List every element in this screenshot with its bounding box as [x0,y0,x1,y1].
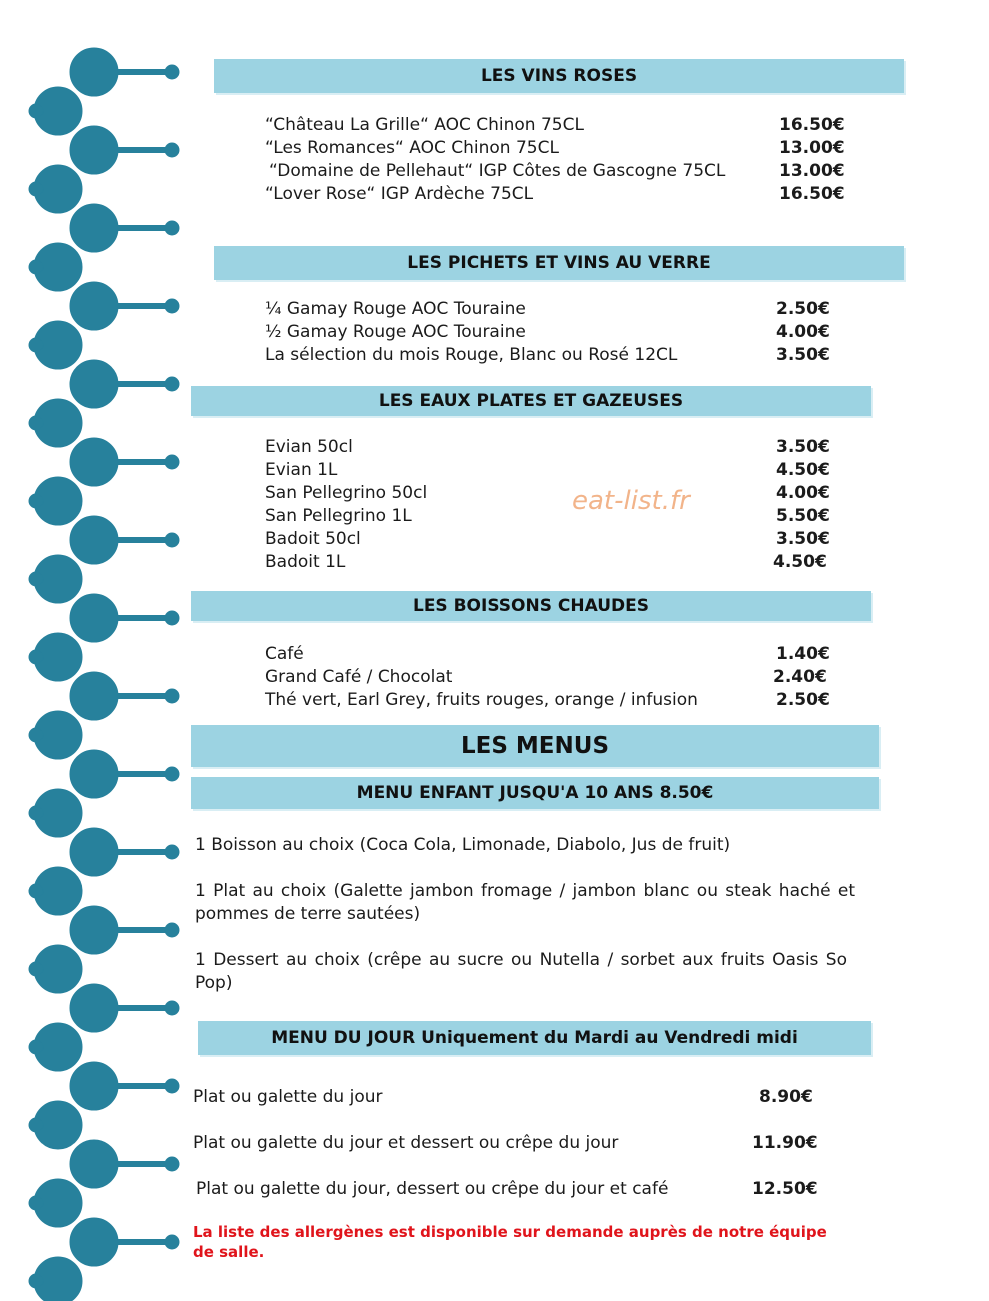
menu-item: “Lover Rose“ IGP Ardèche 75CL [265,184,534,204]
menu-price: 4.00€ [776,483,830,503]
menu-item: Plat ou galette du jour, dessert ou crêpe du jour et café [196,1179,669,1199]
menu-du-jour-header: MENU DU JOUR Uniquement du Mardi au Vendredi midi [198,1021,871,1055]
menu-price: 2.40€ [773,667,827,687]
menu-price: 5.50€ [776,506,830,526]
section-header-menus: LES MENUS [191,725,879,767]
menu-price: 3.50€ [776,345,830,365]
decor-shape [165,455,179,469]
decor-shape [165,1001,179,1015]
menu-price: 12.50€ [752,1179,818,1199]
decor-shape [165,923,179,937]
decor-shape [70,438,118,486]
decor-shape [29,182,43,196]
decor-shape [165,767,179,781]
decor-shape [29,1118,43,1132]
decor-shape [165,1157,179,1171]
menu-price: 3.50€ [776,437,830,457]
menu-item: San Pellegrino 50cl [265,483,428,503]
decor-shape [165,1079,179,1093]
menu-enfant-line: 1 Dessert au choix (crêpe au sucre ou Nutella / sorbet aux fruits Oasis So Pop) [195,950,847,993]
decor-shape [29,494,43,508]
menu-item: Plat ou galette du jour [193,1087,383,1107]
decor-shape [70,48,118,96]
decor-shape [29,884,43,898]
menu-price: 16.50€ [779,184,845,204]
menu-enfant-line: 1 Plat au choix (Galette jambon fromage / jambon blanc ou steak haché et pommes de terre sautées) [195,881,855,924]
decor-shape [165,221,179,235]
decor-shape [70,594,118,642]
decor-shape [165,1235,179,1249]
section-header-eaux: LES EAUX PLATES ET GAZEUSES [191,386,871,416]
menu-price: 2.50€ [776,299,830,319]
watermark: eat-list.fr [572,486,690,516]
menu-item: Café [265,644,304,664]
decor-shape [70,984,118,1032]
menu-item: Grand Café / Chocolat [265,667,453,687]
decor-shape [70,750,118,798]
menu-item: Badoit 1L [265,552,346,572]
decor-shape [29,1196,43,1210]
menu-item: Badoit 50cl [265,529,361,549]
menu-item: “Les Romances“ AOC Chinon 75CL [265,138,559,158]
decor-shape [165,611,179,625]
decor-shape [70,360,118,408]
menu-item: ½ Gamay Rouge AOC Touraine [265,322,526,342]
menu-item: ¼ Gamay Rouge AOC Touraine [265,299,526,319]
decor-shape [70,906,118,954]
decor-shape [29,962,43,976]
decor-shape [70,1062,118,1110]
menu-item: Plat ou galette du jour et dessert ou crêpe du jour [193,1133,619,1153]
decor-shape [165,377,179,391]
decor-shape [29,572,43,586]
decor-shape [165,299,179,313]
decor-shape [165,845,179,859]
decor-shape [29,806,43,820]
menu-item: La sélection du mois Rouge, Blanc ou Rosé 12CL [265,345,678,365]
decor-shape [70,1140,118,1188]
decor-shape [29,338,43,352]
menu-price: 3.50€ [776,529,830,549]
decor-shape [29,728,43,742]
menu-item: Thé vert, Earl Grey, fruits rouges, orange / infusion [265,690,698,710]
decor-shape [70,126,118,174]
allergen-note: La liste des allergènes est disponible sur demande auprès de notre équipe de salle. [193,1223,827,1261]
menu-enfant-header: MENU ENFANT JUSQU'A 10 ANS 8.50€ [191,777,879,809]
menu-price: 1.40€ [776,644,830,664]
menu-price: 13.00€ [779,138,845,158]
menu-item: “Château La Grille“ AOC Chinon 75CL [265,115,584,135]
decor-shape [70,672,118,720]
decorative-border [0,0,200,1301]
menu-item: “Domaine de Pellehaut“ IGP Côtes de Gascogne 75CL [269,161,726,181]
decor-shape [29,650,43,664]
decor-shape [165,143,179,157]
decor-shape [29,416,43,430]
menu-price: 16.50€ [779,115,845,135]
decor-shape [165,65,179,79]
decor-shape [29,1040,43,1054]
decor-shape [70,204,118,252]
menu-price: 11.90€ [752,1133,818,1153]
decor-shape [165,689,179,703]
decor-shape [70,516,118,564]
menu-price: 13.00€ [779,161,845,181]
decor-shape [29,260,43,274]
decor-shape [70,1218,118,1266]
menu-price: 4.50€ [773,552,827,572]
decor-shape [70,282,118,330]
menu-price: 4.50€ [776,460,830,480]
section-header-vins-roses: LES VINS ROSES [214,59,904,93]
section-header-pichets: LES PICHETS ET VINS AU VERRE [214,246,904,280]
decor-shape [70,828,118,876]
menu-item: San Pellegrino 1L [265,506,412,526]
menu-item: Evian 50cl [265,437,353,457]
decor-shape [165,533,179,547]
section-header-boissons-chaudes: LES BOISSONS CHAUDES [191,591,871,621]
menu-price: 8.90€ [759,1087,813,1107]
menu-enfant-line: 1 Boisson au choix (Coca Cola, Limonade, Diabolo, Jus de fruit) [195,835,731,855]
menu-item: Evian 1L [265,460,338,480]
menu-price: 4.00€ [776,322,830,342]
decor-shape [29,1274,43,1288]
menu-price: 2.50€ [776,690,830,710]
decor-shape [29,104,43,118]
